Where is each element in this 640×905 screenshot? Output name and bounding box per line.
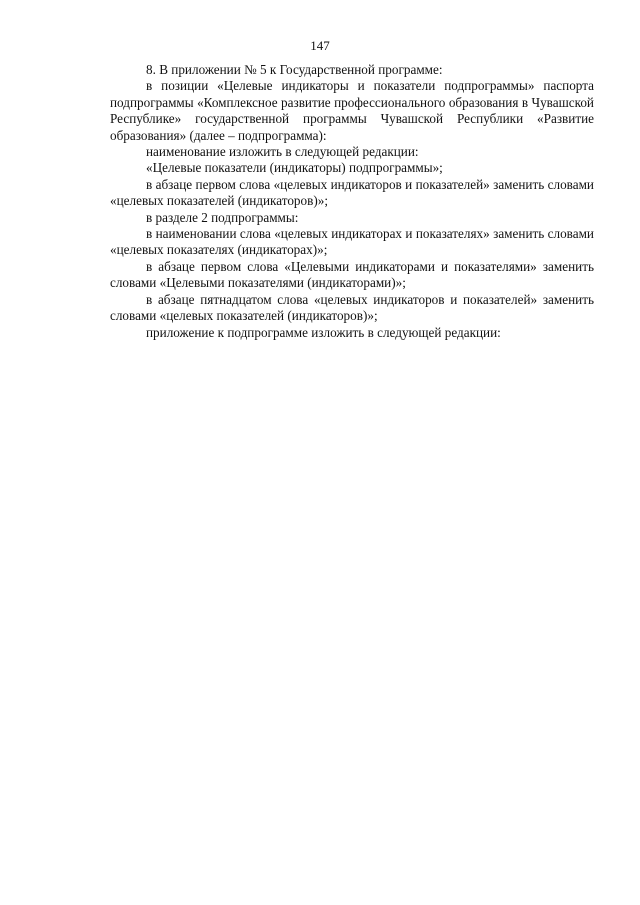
paragraph: «Целевые показатели (индикаторы) подпрограммы»; [146, 160, 443, 176]
paragraph: в абзаце пятнадцатом слова «целевых индикаторов и показателей» заменить словами «целевых показателей (индикаторов)»; [110, 291, 594, 324]
paragraph: наименование изложить в следующей редакции: [146, 144, 419, 160]
page-number: 147 [310, 38, 330, 53]
document-body [110, 62, 594, 341]
paragraph: в наименовании слова «целевых индикаторах и показателях» заменить словами «целевых показателях (индикаторах)»; [110, 226, 594, 258]
paragraph: 8. В приложении № 5 к Государственной программе: [146, 62, 443, 77]
paragraph: в позиции «Целевые индикаторы и показатели подпрограммы» паспорта подпрограммы «Комплексное развитие профессионального образования в Чувашской Республике» государственной программы Чувашской Республики «Развитие образования» (далее – подпрограмма): [110, 78, 594, 143]
paragraph: в абзаце первом слова «Целевыми индикаторами и показателями» заменить словами «Целевыми показателями (индикаторами)»; [110, 258, 594, 291]
paragraph: в абзаце первом слова «целевых индикаторов и показателей» заменить словами «целевых показателей (индикаторов)»; [110, 176, 594, 209]
paragraph: в разделе 2 подпрограммы: [146, 209, 299, 225]
paragraph: приложение к подпрограмме изложить в следующей редакции: [146, 324, 501, 340]
